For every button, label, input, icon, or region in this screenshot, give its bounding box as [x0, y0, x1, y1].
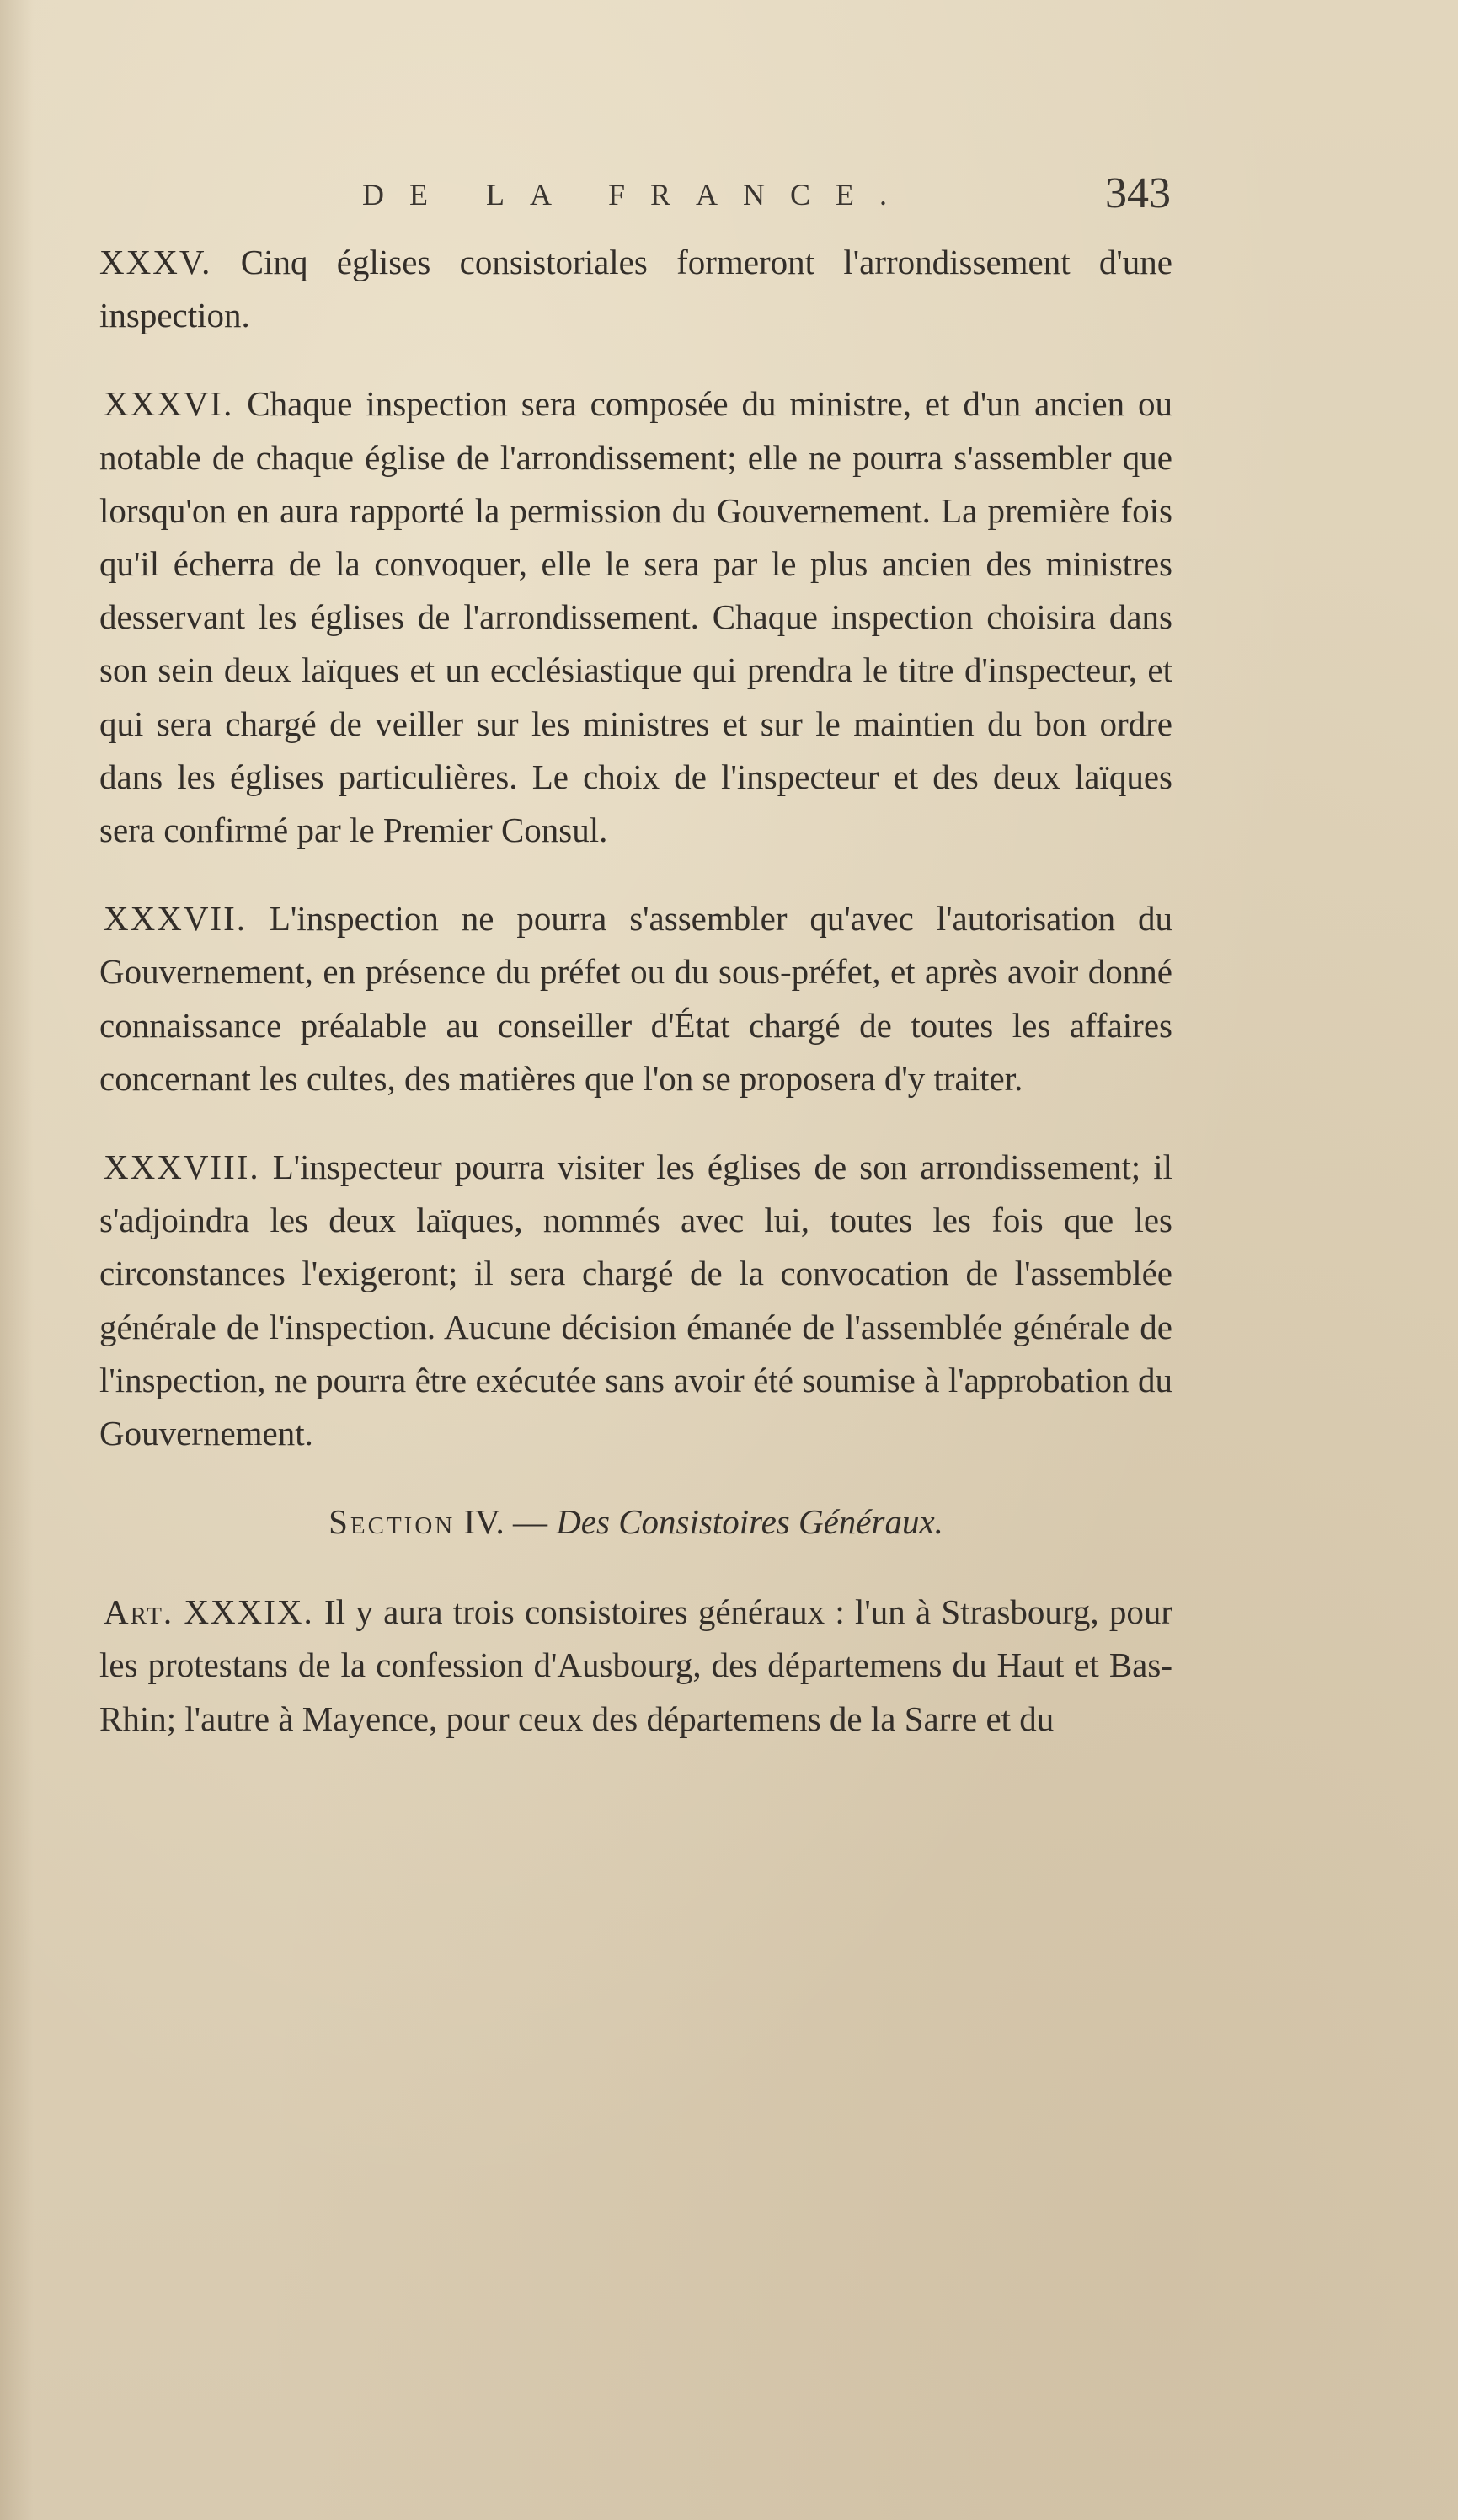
running-head [101, 169, 1171, 227]
article-36 [99, 377, 1172, 857]
spine-shadow [0, 0, 34, 2520]
page-number: 343 [1105, 169, 1171, 217]
article-text: L'inspection ne pourra s'assembler qu'avec l'autorisation du Gouvernement, en présence du préfet ou du sous-préfet, et après avoir donné connaissance préalable au conseiller d'État chargé de toutes les affaires concernant les cultes, des matières que l'on se proposera d'y traiter. [99, 899, 1172, 1098]
article-text: L'inspecteur pourra visiter les églises de son arrondissement; il s'adjoindra les deux laïques, nommés avec lui, toutes les fois que les circonstances l'exigeront; il sera chargé de la convocation de l'assemblée générale de l'inspection. Aucune décision émanée de l'assemblée générale de l'inspection, ne pourra être exécutée sans avoir été soumise à l'approbation du Gouvernement. [99, 1148, 1172, 1453]
article-text: Cinq églises consistoriales formeront l'arrondissement d'une inspection. [99, 243, 1173, 335]
article-number: XXXV. [99, 243, 212, 281]
article-text: Il y aura trois consistoires généraux : l'un à Strasbourg, pour les protestans de la confession d'Ausbourg, des départemens du Haut et Bas-Rhin; l'autre à Mayence, pour ceux des départemens de la Sarre et du [99, 1592, 1172, 1738]
article-label: Art. [104, 1592, 174, 1632]
article-37 [99, 892, 1172, 1105]
article-number: XXXVI. [104, 384, 234, 424]
section-title: Des Consistoires Généraux. [556, 1502, 943, 1542]
article-39 [99, 1586, 1172, 1746]
section-numeral: IV. [463, 1502, 505, 1542]
article-number: XXXIX. [184, 1592, 314, 1632]
article-number: XXXVIII. [104, 1148, 260, 1187]
section-dash: — [512, 1502, 547, 1542]
body-text [99, 236, 1172, 1746]
section-label: Section [328, 1502, 456, 1542]
article-text: Chaque inspection sera composée du ministre, et d'un ancien ou notable de chaque église de l'arrondissement; elle ne pourra s'assembler que lorsqu'on en aura rapporté la permission du Gouvernement. La première fois qu'il écherra de la convoquer, elle le sera par le plus ancien des ministres desservant les églises de l'arrondissement. Chaque inspection choisira dans son sein deux laïques et un ecclésiastique qui prendra le titre d'inspecteur, et qui sera chargé de veiller sur les ministres et sur le maintien du bon ordre dans les églises particulières. Le choix de l'inspecteur et des deux laïques sera confirmé par le Premier Consul. [99, 384, 1173, 850]
article-38 [99, 1141, 1172, 1460]
article-number: XXXVII. [104, 899, 247, 939]
article-35 [99, 236, 1172, 342]
section-heading [99, 1495, 1172, 1549]
running-title: DE LA FRANCE. [362, 178, 913, 211]
